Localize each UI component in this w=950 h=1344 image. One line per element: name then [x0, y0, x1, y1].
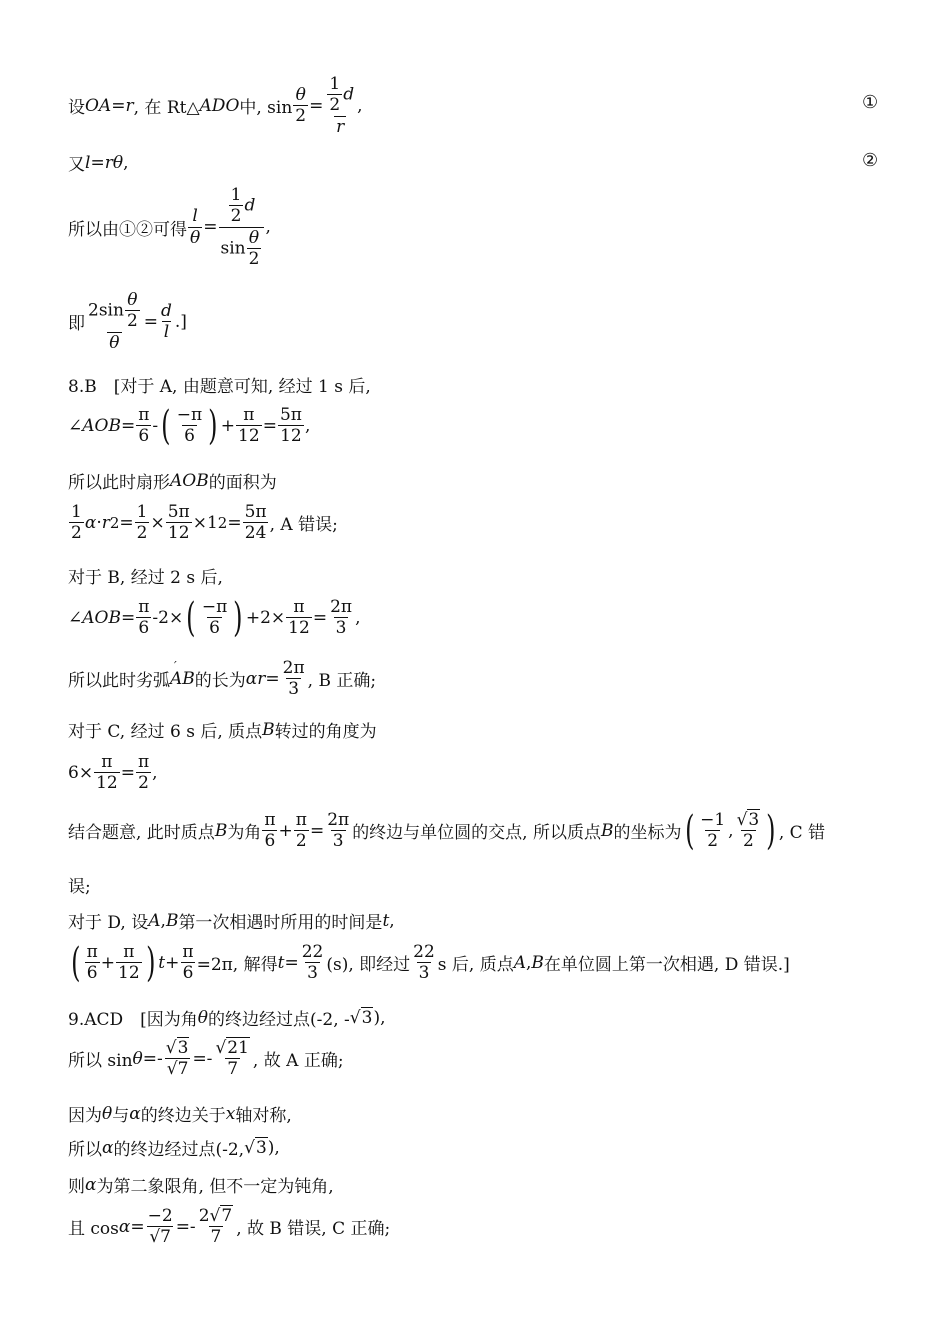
line-15 — [68, 872, 91, 897]
text: = — [312, 607, 328, 628]
radicand: 3 — [255, 1138, 267, 1158]
numerator: π — [295, 810, 307, 830]
text: = — [262, 415, 277, 436]
denominator: 24 — [244, 523, 267, 544]
var: α — [245, 668, 258, 689]
numerator: π — [123, 942, 135, 962]
denominator: 6 — [138, 426, 150, 447]
fraction — [219, 185, 265, 270]
paren: ) — [208, 402, 218, 449]
numerator: π — [264, 810, 276, 830]
text: , — [526, 952, 532, 973]
var: OA — [85, 95, 112, 116]
line-3 — [68, 185, 271, 270]
text: =- — [192, 1048, 213, 1069]
numerator: π — [293, 597, 305, 617]
numerator: θ — [248, 227, 260, 248]
text: 设 — [68, 98, 85, 119]
var: A — [148, 910, 161, 931]
denominator: θ — [190, 227, 201, 248]
denominator: r — [336, 116, 345, 137]
text: , B 正确; — [307, 671, 377, 692]
numerator — [735, 810, 763, 830]
paren: ) — [145, 939, 156, 986]
text: 且 cos — [68, 1219, 119, 1240]
fraction — [180, 942, 195, 984]
text: , 在 Rt△ — [133, 98, 200, 119]
text: 对于 B, 经过 2 s 后, — [68, 568, 223, 588]
fraction — [262, 810, 277, 852]
denominator: 6 — [264, 831, 276, 852]
fraction — [325, 810, 351, 852]
numerator — [197, 1206, 236, 1226]
text: , A 错误; — [269, 515, 338, 536]
text: +2× — [245, 607, 286, 628]
numerator: 2π — [330, 597, 353, 617]
var: r — [101, 512, 110, 533]
numerator — [213, 1038, 251, 1058]
denominator: 2 — [329, 95, 341, 116]
var: α — [84, 512, 97, 533]
var: B — [601, 820, 614, 841]
var: AOB — [82, 415, 121, 436]
denominator: 12 — [280, 426, 302, 447]
denominator: 2 — [707, 831, 719, 852]
fraction — [236, 405, 262, 447]
line-2 — [68, 150, 128, 175]
line-7 — [68, 468, 277, 493]
var: B — [531, 952, 544, 973]
denominator: 2 — [295, 106, 307, 127]
numerator: 5π — [167, 502, 190, 522]
fraction — [94, 752, 120, 794]
line-22 — [68, 1172, 334, 1197]
var: θ — [197, 1007, 209, 1028]
var: α — [118, 1216, 131, 1237]
text: 的终边与单位圆的交点, 所以质点 — [352, 823, 601, 844]
numerator — [86, 290, 143, 332]
denominator: 12 — [238, 426, 260, 447]
denominator: 2 — [248, 249, 260, 270]
text: ∠ — [68, 415, 83, 436]
text: × — [150, 512, 165, 533]
var: r — [257, 668, 266, 689]
numerator: π — [137, 752, 150, 772]
numerator: 5π — [244, 502, 267, 522]
denominator: 7 — [210, 1227, 222, 1248]
text: , — [123, 152, 129, 173]
text: 的长为 — [194, 671, 246, 692]
numerator: 2π — [282, 658, 305, 678]
text: , — [355, 607, 361, 628]
var: r — [104, 152, 113, 173]
fraction — [286, 597, 312, 639]
var: d — [343, 84, 355, 105]
line-9 — [68, 563, 223, 588]
denominator: 12 — [167, 523, 190, 544]
exponent: 2 — [109, 513, 120, 532]
denominator: 2 — [136, 523, 148, 544]
line-19 — [68, 1038, 344, 1080]
numerator: 5π — [279, 405, 302, 425]
var: θ — [102, 1103, 113, 1124]
text: =2π, 解得 — [196, 955, 278, 976]
fraction — [327, 74, 342, 116]
denominator: 3 — [418, 963, 430, 984]
text: 为角 — [227, 823, 262, 844]
denominator: 12 — [118, 963, 140, 984]
line-5 — [68, 372, 371, 397]
text: ), — [267, 1137, 280, 1158]
fraction — [86, 290, 143, 353]
text: (s), 即经过 — [326, 955, 411, 976]
numerator — [226, 185, 258, 227]
parenthesized-group — [682, 807, 779, 854]
text: =- — [175, 1216, 196, 1237]
denominator: θ — [109, 332, 120, 353]
text: = — [90, 152, 105, 173]
text: + — [100, 952, 116, 973]
exponent: 2 — [217, 513, 228, 532]
text: = — [111, 95, 126, 116]
text: 9.ACD [因为角 — [68, 1010, 198, 1030]
numerator: d — [161, 300, 172, 321]
text: = — [120, 762, 135, 783]
numerator: π — [138, 597, 150, 617]
radicand: 3 — [177, 1038, 189, 1058]
var: l — [85, 152, 91, 173]
text: sin — [220, 238, 246, 259]
line-6 — [68, 402, 311, 449]
denominator: 6 — [86, 963, 98, 984]
text: 在单位圆上第一次相遇, D 错误.] — [543, 955, 790, 976]
denominator: 6 — [138, 618, 150, 639]
var: θ — [112, 152, 124, 173]
text: , — [357, 95, 363, 116]
text: 结合题意, 此时质点 — [68, 823, 215, 844]
fraction — [85, 942, 100, 984]
arc-label: ′ AB — [170, 669, 195, 689]
paren: ( — [71, 939, 81, 986]
numerator: π — [101, 752, 113, 772]
var: B — [262, 719, 275, 740]
text: =- — [142, 1048, 163, 1069]
fraction — [293, 85, 308, 127]
denominator: 2 — [71, 523, 82, 544]
numerator: −2 — [147, 1206, 173, 1226]
var: t — [158, 952, 166, 973]
text: 即 — [68, 314, 85, 335]
text: - — [152, 415, 159, 436]
text: -2× — [152, 607, 184, 628]
text: 6× — [68, 762, 94, 783]
text: 所以此时劣弧 — [68, 671, 170, 692]
radical-sign: √ — [209, 1206, 221, 1226]
paren: ( — [684, 807, 694, 854]
denominator: 6 — [182, 963, 194, 984]
text: , 故 B 错误, C 正确; — [236, 1219, 391, 1240]
numerator: −1 — [700, 810, 726, 830]
fraction — [278, 405, 304, 447]
text: 误; — [68, 877, 91, 897]
denominator — [147, 1226, 173, 1247]
line-23 — [68, 1206, 390, 1248]
radical-sign: √ — [149, 1227, 161, 1248]
text: 所以 sin — [68, 1051, 133, 1072]
text: 与 — [112, 1106, 130, 1126]
radical-sign: √ — [165, 1038, 177, 1058]
text: ∠ — [68, 607, 83, 628]
text: 8.B [对于 A, 由题意可知, 经过 1 s 后, — [68, 377, 371, 397]
fraction — [300, 942, 326, 984]
fraction — [188, 206, 202, 248]
denominator: 3 — [288, 679, 300, 700]
text: = — [284, 952, 299, 973]
numerator: 1 — [329, 74, 341, 94]
fraction — [116, 942, 142, 984]
paren: ( — [186, 594, 196, 641]
denominator: 2 — [743, 831, 754, 852]
numerator: π — [86, 942, 98, 962]
line-18 — [68, 1005, 386, 1030]
denominator: 7 — [227, 1059, 239, 1080]
text: , C 错 — [778, 823, 826, 844]
fraction — [324, 74, 356, 137]
fraction — [135, 502, 150, 544]
fraction — [200, 597, 229, 639]
numerator: 22 — [301, 942, 324, 962]
parenthesized-group — [183, 594, 246, 641]
text: 2 — [198, 1206, 210, 1226]
parenthesized-group — [68, 939, 158, 986]
text: s 后, 质点 — [437, 955, 514, 976]
radicand: 7 — [221, 1206, 233, 1226]
fraction — [125, 290, 140, 332]
text: 的坐标为 — [613, 823, 682, 844]
var: B — [165, 910, 179, 931]
fraction — [164, 1038, 192, 1080]
text: + — [165, 952, 180, 973]
text: , 故 A 正确; — [252, 1051, 344, 1072]
line-4 — [68, 290, 187, 353]
denominator: 3 — [307, 963, 318, 984]
line-20 — [68, 1101, 292, 1126]
fraction — [229, 185, 244, 227]
fraction — [136, 405, 151, 447]
var: α — [102, 1137, 114, 1158]
text: 第一次相遇时所用的时间是 — [178, 913, 383, 933]
numerator: 2π — [327, 810, 350, 830]
text: 对于 D, 设 — [68, 913, 149, 933]
var: r — [125, 95, 134, 116]
fraction — [136, 752, 151, 794]
fraction — [159, 301, 174, 343]
parenthesized-group — [158, 402, 221, 449]
text: = — [265, 668, 280, 689]
denominator: l — [163, 322, 170, 343]
text: , — [160, 910, 166, 931]
var: α — [85, 1174, 97, 1195]
numerator — [324, 74, 356, 116]
denominator: 6 — [184, 426, 195, 447]
fraction — [294, 810, 309, 852]
radicand: 3 — [361, 1008, 373, 1028]
numerator: π — [138, 405, 150, 425]
paren: ) — [233, 594, 243, 641]
numerator: l — [192, 206, 198, 227]
radicand: 7 — [177, 1059, 189, 1080]
text: 中, sin — [239, 98, 293, 119]
text: ×1 — [192, 512, 218, 533]
denominator — [219, 227, 265, 270]
text: + — [278, 820, 293, 841]
text: 的终边关于 — [140, 1106, 226, 1126]
line-12 — [68, 717, 377, 742]
text: , — [389, 910, 395, 931]
numerator: π — [182, 942, 194, 962]
numerator: 1 — [230, 185, 242, 205]
text: 所以此时扇形 — [68, 473, 170, 493]
var: t — [382, 910, 390, 931]
var: θ — [132, 1048, 143, 1069]
radical-sign: √ — [215, 1038, 227, 1058]
radical-sign: √ — [244, 1137, 255, 1158]
text: 所以由①②可得 — [68, 219, 187, 240]
numerator — [164, 1038, 192, 1058]
fraction — [136, 597, 151, 639]
line-14 — [68, 807, 826, 854]
fraction — [411, 942, 437, 984]
var: α — [129, 1103, 141, 1124]
line-8 — [68, 502, 338, 544]
line-11 — [68, 658, 376, 700]
line-10 — [68, 594, 361, 641]
fraction — [328, 597, 354, 639]
denominator: 2 — [230, 206, 242, 227]
fraction — [69, 502, 84, 544]
text: 的终边经过点(-2, - — [208, 1010, 350, 1030]
text: 对于 C, 经过 6 s 后, 质点 — [68, 722, 263, 742]
text: 为第二象限角, 但不一定为钝角, — [96, 1177, 334, 1197]
denominator: 2 — [138, 773, 149, 794]
numerator: 1 — [71, 502, 82, 522]
text: 所以 — [68, 1140, 102, 1160]
denominator: 12 — [288, 618, 310, 639]
text: , — [304, 415, 311, 436]
numerator: 22 — [413, 942, 435, 962]
denominator: 2 — [295, 831, 307, 852]
numerator: θ — [127, 290, 138, 310]
text: 则 — [68, 1177, 85, 1197]
denominator: 6 — [209, 618, 220, 639]
var: AOB — [82, 607, 121, 628]
equation-marker: ① — [862, 92, 879, 113]
fraction — [146, 1206, 175, 1248]
text: , — [265, 217, 271, 238]
fraction — [166, 502, 192, 544]
numerator: −π — [201, 597, 228, 617]
paren: ( — [161, 402, 171, 449]
radical-sign: √ — [166, 1059, 178, 1080]
text: = — [119, 512, 134, 533]
text: , — [152, 762, 158, 783]
var: x — [225, 1103, 236, 1124]
text: + — [220, 415, 236, 436]
text: 因为 — [68, 1106, 102, 1126]
text: = — [309, 820, 325, 841]
line-21 — [68, 1135, 280, 1160]
text: 轴对称, — [235, 1106, 292, 1126]
line-16 — [68, 908, 395, 933]
text: 2sin — [88, 300, 124, 321]
radical-sign: √ — [349, 1007, 361, 1028]
text: 的终边经过点(-2, — [113, 1140, 245, 1160]
radical-sign: √ — [736, 810, 748, 830]
radicand: 3 — [748, 810, 760, 830]
text: = — [143, 311, 159, 332]
fraction — [243, 502, 269, 544]
text: 转过的角度为 — [274, 722, 377, 742]
var: ADO — [199, 95, 240, 116]
fraction — [213, 1038, 251, 1080]
text: = — [130, 1216, 145, 1237]
numerator: 1 — [136, 502, 148, 522]
text: = — [120, 415, 136, 436]
equation-marker: ② — [862, 150, 879, 171]
text: = — [309, 95, 324, 116]
radicand: 21 — [227, 1038, 249, 1058]
fraction — [175, 405, 204, 447]
denominator: 2 — [126, 311, 138, 332]
var: AOB — [170, 470, 209, 491]
text: = — [227, 512, 242, 533]
text: · — [96, 512, 102, 533]
denominator: 12 — [96, 773, 118, 794]
line-13 — [68, 752, 158, 794]
fraction — [197, 1206, 236, 1248]
var: d — [244, 195, 256, 216]
text: = — [120, 607, 136, 628]
line-17 — [68, 939, 790, 986]
fraction — [735, 810, 763, 852]
var: t — [277, 952, 285, 973]
denominator — [165, 1058, 191, 1079]
numerator: −π — [176, 405, 203, 425]
text: , — [728, 820, 734, 841]
radicand: 7 — [160, 1227, 171, 1248]
paren: ) — [766, 807, 776, 854]
numerator: π — [243, 405, 255, 425]
numerator: θ — [295, 84, 306, 105]
denominator: 3 — [332, 831, 344, 852]
fraction — [281, 658, 307, 700]
line-1 — [68, 74, 363, 137]
fraction — [698, 810, 727, 852]
var: A — [513, 952, 527, 973]
text: ), — [373, 1007, 386, 1028]
var: B — [214, 820, 228, 841]
text: = — [203, 217, 218, 238]
fraction — [247, 228, 262, 270]
text: 的面积为 — [208, 473, 277, 493]
denominator: 3 — [335, 618, 347, 639]
text: .] — [174, 311, 187, 332]
text: 又 — [68, 155, 85, 175]
